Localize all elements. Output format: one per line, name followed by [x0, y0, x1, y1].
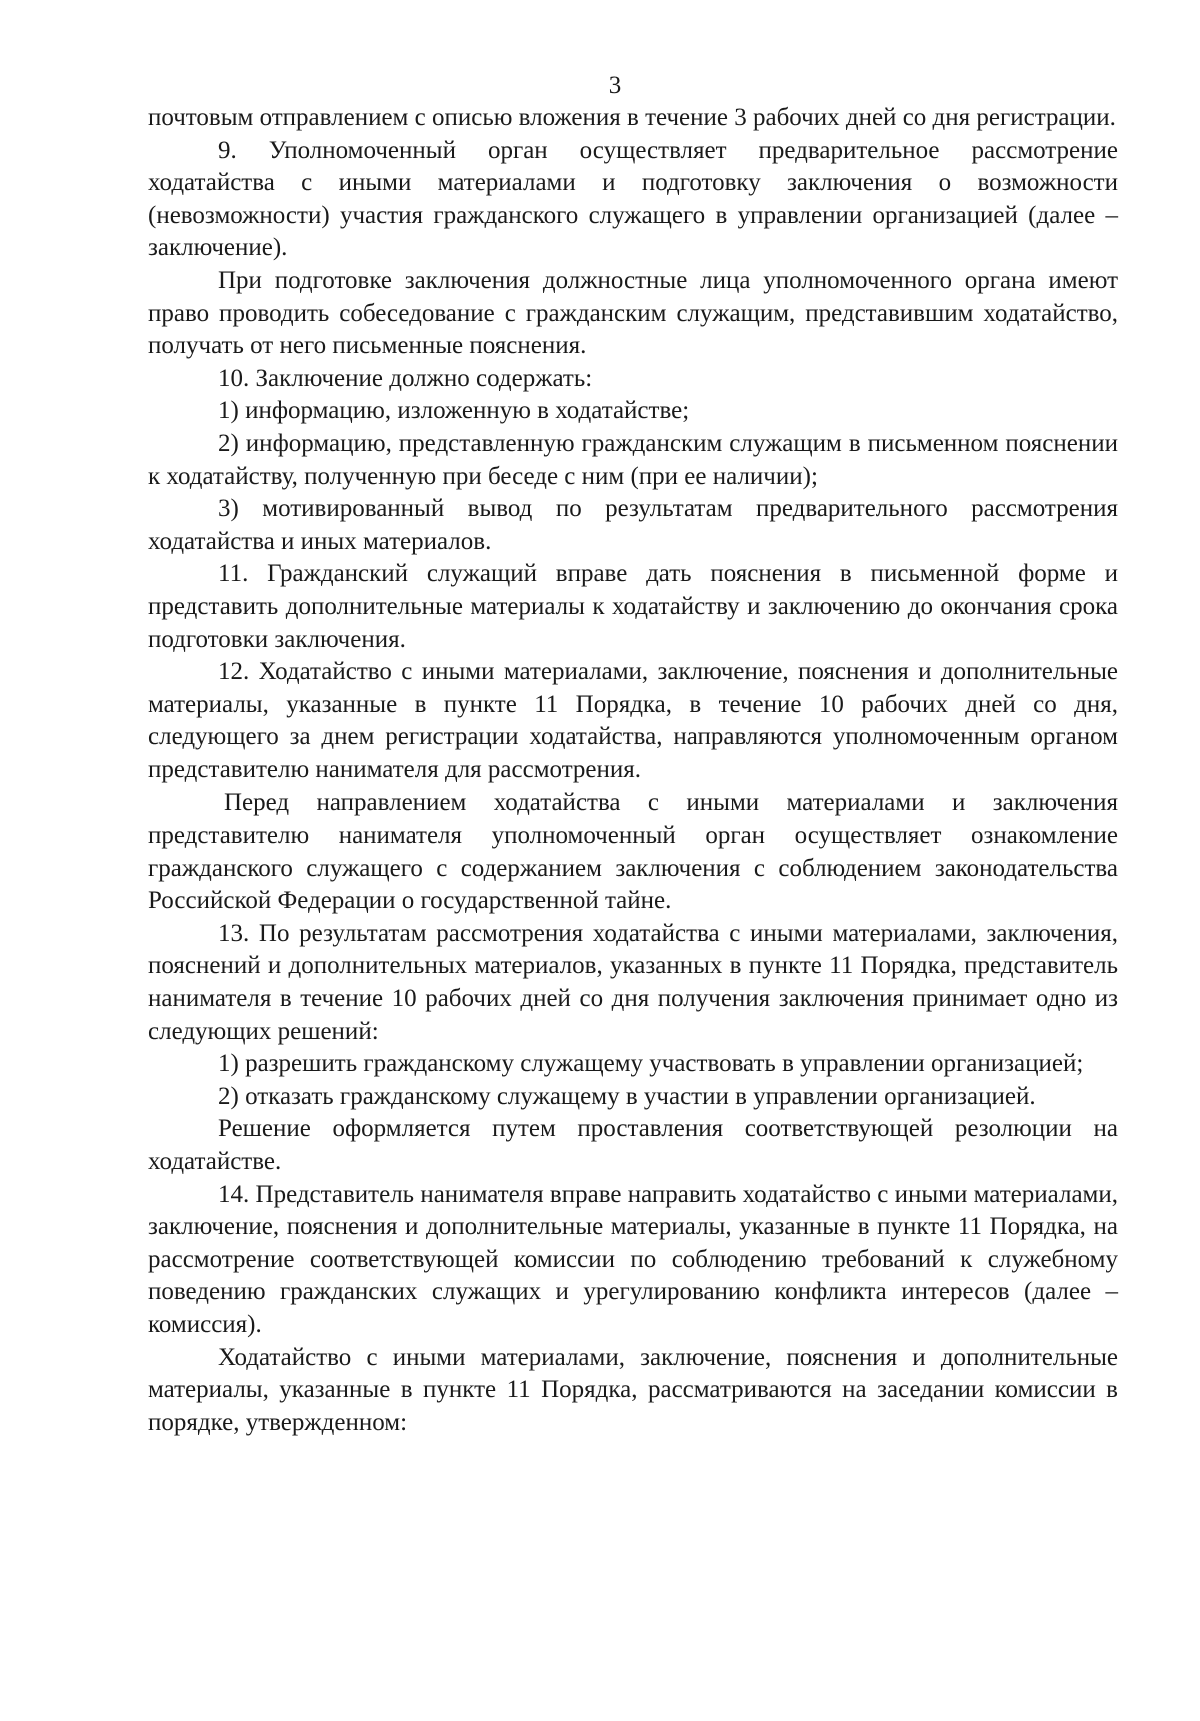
paragraph-continuation: почтовым отправлением с описью вложения в течение 3 рабочих дней со дня регистрации.: [148, 104, 1116, 131]
paragraph-item-12: 12. Ходатайство с иными материалами, заключение, пояснения и дополнительные материалы, указанные в пункте 11 Порядка, в течение 10 рабочих дней со дня, следующего за днем регистрации ходатайства, направляются уполномоченным органом представителю нанимателя для рассмотрения.: [148, 658, 1118, 783]
paragraph-item-14: 14. Представитель нанимателя вправе направить ходатайство с иными материалами, заключение, пояснения и дополнительные материалы, указанные в пункте 11 Порядка, на рассмотрение соответствующей комиссии по соблюдению требований к служебному поведению гражданских служащих и урегулированию конфликта интересов (далее – комиссия).: [148, 1180, 1118, 1338]
paragraph-subitem-3: 3) мотивированный вывод по результатам предварительного рассмотрения ходатайства и иных материалов.: [148, 495, 1118, 555]
paragraph-item-11: 11. Гражданский служащий вправе дать пояснения в письменной форме и представить дополнительные материалы к ходатайству и заключению до окончания срока подготовки заключения.: [148, 560, 1118, 653]
paragraph-item-13: 13. По результатам рассмотрения ходатайства с иными материалами, заключения, пояснений и дополнительных материалов, указанных в пункте 11 Порядка, представитель нанимателя в течение 10 рабочих дней со дня получения заключения принимает одно из следующих решений:: [148, 919, 1118, 1045]
paragraph-resolution: Решение оформляется путем проставления соответствующей резолюции на ходатайстве.: [148, 1115, 1118, 1175]
paragraph-commission: Ходатайство с иными материалами, заключение, пояснения и дополнительные материалы, указанные в пункте 11 Порядка, рассматриваются на заседании комиссии в порядке, утвержденном:: [148, 1343, 1118, 1436]
paragraph-subitem-2: 2) информацию, представленную гражданским служащим в письменном пояснении к ходатайству, полученную при беседе с ним (при ее наличии);: [148, 429, 1118, 490]
paragraph-item-9: 9. Уполномоченный орган осуществляет предварительное рассмотрение ходатайства с иными материалами и подготовку заключения о возможности (невозможности) участия гражданского служащего в управлении организацией (далее – заключение).: [148, 136, 1118, 262]
paragraph-decision-2: 2) отказать гражданскому служащему в участии в управлении организацией.: [218, 1082, 1036, 1110]
page-number: 3: [608, 72, 622, 99]
paragraph-preparation: При подготовке заключения должностные лица уполномоченного органа имеют право проводить собеседование с гражданским служащим, представившим ходатайство, получать от него письменные пояснения.: [148, 266, 1118, 360]
paragraph-familiarization: Перед направлением ходатайства с иными материалами и заключения представителю нанимателя уполномоченный орган осуществляет ознакомление гражданского служащего с содержанием заключения с соблюдением законодательства Российской Федерации о государственной тайне.: [148, 789, 1118, 915]
paragraph-decision-1: 1) разрешить гражданскому служащему участвовать в управлении организацией;: [218, 1050, 1084, 1078]
paragraph-item-10: 10. Заключение должно содержать:: [218, 364, 593, 392]
paragraph-subitem-1: 1) информацию, изложенную в ходатайстве;: [218, 397, 690, 425]
